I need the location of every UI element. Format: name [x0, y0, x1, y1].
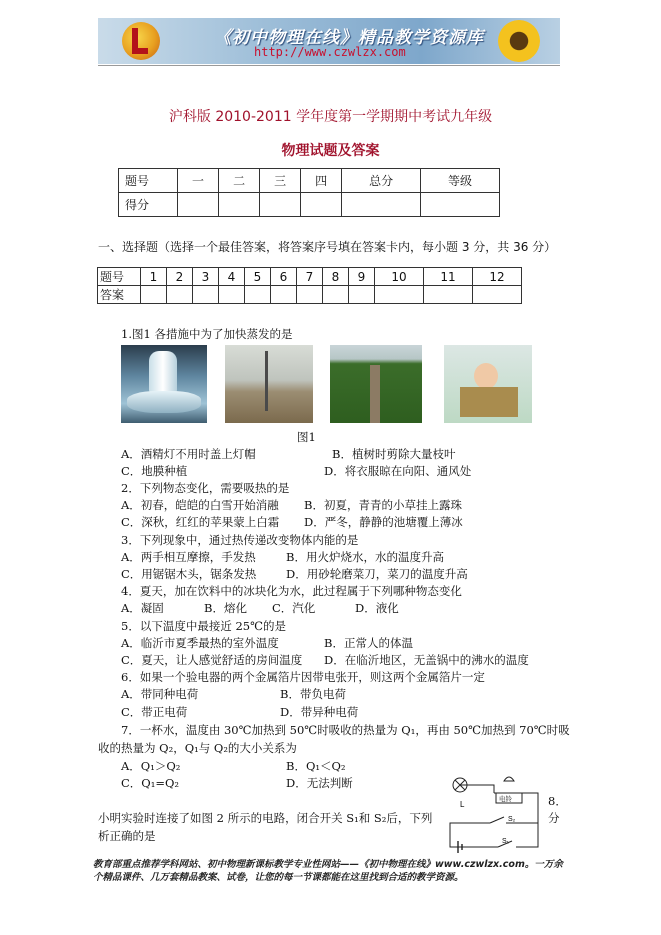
q7-option-a[interactable]: A．Q₁＞Q₂: [121, 759, 181, 773]
q1-option-a[interactable]: A．酒精灯不用时盖上灯帽: [121, 447, 256, 461]
child-face-icon: [474, 363, 498, 389]
q2-option-d[interactable]: D．严冬，静静的池塘覆上薄冰: [304, 515, 463, 529]
q2-option-c[interactable]: C．深秋，红红的苹果蒙上白霜: [121, 515, 280, 529]
q4-option-a[interactable]: A．凝固: [121, 601, 164, 615]
answer-number-cell: 11: [423, 268, 472, 286]
q6-option-d[interactable]: D．带异种电荷: [280, 705, 359, 719]
q8-stem-line2: 析正确的是: [98, 829, 156, 843]
q3-option-b[interactable]: B．用火炉烧水，水的温度升高: [286, 550, 444, 564]
answer-number-cell: 4: [219, 268, 245, 286]
score-cell[interactable]: [421, 193, 500, 217]
answer-number-cell: 12: [472, 268, 521, 286]
q1-stem: 1.图1 各措施中为了加快蒸发的是: [121, 327, 293, 341]
score-header-cell: 总分: [342, 169, 421, 193]
q8-stem-line1: 小明实验时连接了如图 2 所示的电路，闭合开关 S₁和 S₂后，下列: [98, 811, 433, 825]
fig2-lamp-label: L: [460, 800, 465, 809]
q7-option-c[interactable]: C．Q₁=Q₂: [121, 776, 180, 790]
score-cell[interactable]: [301, 193, 342, 217]
q1-option-c[interactable]: C．地膜种植: [121, 464, 188, 478]
document-title: 沪科版 2010-2011 学年度第一学期期中考试九年级: [168, 109, 493, 125]
score-row-label: 得分: [119, 193, 178, 217]
answer-number-cell: 7: [297, 268, 323, 286]
answer-number-cell: 6: [271, 268, 297, 286]
q6-option-a[interactable]: A．带同种电荷: [121, 687, 199, 701]
score-header-cell: 二: [219, 169, 260, 193]
figure-2-circuit: [446, 773, 542, 853]
answer-number-cell: 1: [141, 268, 167, 286]
q7-stem-line2: 收的热量为 Q₂，Q₁与 Q₂的大小关系为: [98, 741, 297, 755]
fig2-s1-label: S₁: [502, 838, 510, 845]
q2-stem: 2．下列物态变化，需要吸热的是: [121, 481, 290, 495]
header-banner: [98, 18, 560, 64]
tree-trunk-icon: [265, 351, 268, 411]
score-table-header-row: [119, 169, 500, 193]
answer-table-row: [98, 286, 522, 304]
q5-option-d[interactable]: D．在临沂地区，无盖锅中的沸水的温度: [324, 653, 529, 667]
answer-cell[interactable]: [193, 286, 219, 304]
q2-option-b[interactable]: B．初夏，青青的小草挂上露珠: [304, 498, 462, 512]
basket-icon: [460, 387, 518, 417]
q5-option-a[interactable]: A．临沂市夏季最热的室外温度: [121, 636, 279, 650]
answer-cell[interactable]: [423, 286, 472, 304]
q5-option-c[interactable]: C．夏天，让人感觉舒适的房间温度: [121, 653, 303, 667]
score-table: [118, 168, 500, 217]
q5-stem: 5．以下温度中最接近 25℃的是: [121, 619, 286, 633]
q6-option-c[interactable]: C．带正电荷: [121, 705, 188, 719]
q7-option-d[interactable]: D．无法判断: [286, 776, 353, 790]
answer-number-cell: 8: [323, 268, 349, 286]
answer-number-cell: 5: [245, 268, 271, 286]
answer-cell[interactable]: [271, 286, 297, 304]
answer-number-cell: 3: [193, 268, 219, 286]
score-header-cell: 等级: [421, 169, 500, 193]
answer-cell[interactable]: [245, 286, 271, 304]
q4-stem: 4．夏天，加在饮料中的冰块化为水，此过程属于下列哪种物态变化: [121, 584, 462, 598]
answer-table: [97, 267, 522, 304]
answer-cell[interactable]: [323, 286, 349, 304]
circuit-wires: [450, 785, 538, 847]
lamp-base-icon: [127, 391, 201, 413]
answer-number-cell: 2: [167, 268, 193, 286]
answer-cell[interactable]: [219, 286, 245, 304]
score-cell[interactable]: [219, 193, 260, 217]
answer-number-cell: 10: [375, 268, 424, 286]
lamp-cap-icon: [149, 351, 177, 393]
q3-option-a[interactable]: A．两手相互摩擦，手发热: [121, 550, 256, 564]
q5-option-b[interactable]: B．正常人的体温: [324, 636, 413, 650]
banner-url[interactable]: http://www.czwlzx.com: [254, 45, 406, 59]
field-path-icon: [370, 365, 380, 423]
figure-1-caption: 图1: [297, 430, 316, 444]
score-cell[interactable]: [178, 193, 219, 217]
q8-number: 8．: [548, 794, 567, 808]
footer-line-1: 教育部重点推荐学科网站、初中物理新课标教学专业性网站——《初中物理在线》www.czwlzx.com。一万余: [93, 859, 563, 870]
fig2-s2-label: S₂: [508, 816, 516, 823]
answer-header-label: 题号: [98, 268, 141, 286]
q7-stem-line1: 7．一杯水，温度由 30℃加热到 50℃时吸收的热量为 Q₁，再由 50℃加热到 70℃时吸: [121, 723, 570, 737]
q4-option-b[interactable]: B．熔化: [204, 601, 247, 615]
q6-stem: 6．如果一个验电器的两个金属箔片因带电张开，则这两个金属箔片一定: [121, 670, 485, 684]
photo-drying-clothes: [444, 345, 532, 423]
answer-cell[interactable]: [167, 286, 193, 304]
q1-option-d[interactable]: D．将衣服晾在向阳、通风处: [324, 464, 472, 478]
photo-tree-planting: [225, 345, 313, 423]
section-heading: 一、选择题（选择一个最佳答案，将答案序号填在答案卡内，每小题 3 分，共 36 分）: [98, 240, 557, 254]
q1-option-b[interactable]: B．植树时剪除大量枝叶: [332, 447, 456, 461]
q4-option-d[interactable]: D．液化: [355, 601, 399, 615]
q4-option-c[interactable]: C．汽化: [272, 601, 316, 615]
score-header-cell: 三: [260, 169, 301, 193]
sunflower-icon: [498, 20, 540, 62]
q3-option-d[interactable]: D．用砂轮磨菜刀，菜刀的温度升高: [286, 567, 468, 581]
score-cell[interactable]: [342, 193, 421, 217]
page-footer: [93, 858, 573, 884]
logo-mark-icon: [132, 28, 148, 54]
answer-cell[interactable]: [297, 286, 323, 304]
switch-s2-icon[interactable]: [490, 817, 504, 823]
answer-row-label: 答案: [98, 286, 141, 304]
q3-stem: 3．下列现象中，通过热传递改变物体内能的是: [121, 533, 359, 547]
answer-number-cell: 9: [349, 268, 375, 286]
banner-title: 《初中物理在线》精品教学资源库: [214, 28, 484, 48]
score-header-cell: 一: [178, 169, 219, 193]
score-header-cell: 四: [301, 169, 342, 193]
q3-option-c[interactable]: C．用锯锯木头，锯条发热: [121, 567, 257, 581]
footer-line-2: 个精品课件、几万套精品教案、试卷，让您的每一节课都能在这里找到合适的教学资源。: [93, 872, 464, 883]
answer-cell[interactable]: [472, 286, 521, 304]
score-table-row: [119, 193, 500, 217]
photo-plastic-mulch-field: [330, 345, 422, 423]
photo-alcohol-lamp: [121, 345, 207, 423]
score-cell[interactable]: [260, 193, 301, 217]
answer-cell[interactable]: [141, 286, 167, 304]
header-divider: [98, 65, 560, 66]
document-subtitle: 物理试题及答案: [281, 143, 380, 159]
answer-cell[interactable]: [375, 286, 424, 304]
score-header-cell: 题号: [119, 169, 178, 193]
bell-dome-icon: [504, 777, 514, 781]
fig2-bell-label: 电铃: [499, 795, 512, 803]
answer-cell[interactable]: [349, 286, 375, 304]
q8-side-text: 分: [548, 811, 560, 825]
q2-option-a[interactable]: A．初春，皑皑的白雪开始消融: [121, 498, 279, 512]
q6-option-b[interactable]: B．带负电荷: [280, 687, 346, 701]
answer-table-header-row: [98, 268, 522, 286]
q7-option-b[interactable]: B．Q₁＜Q₂: [286, 759, 346, 773]
